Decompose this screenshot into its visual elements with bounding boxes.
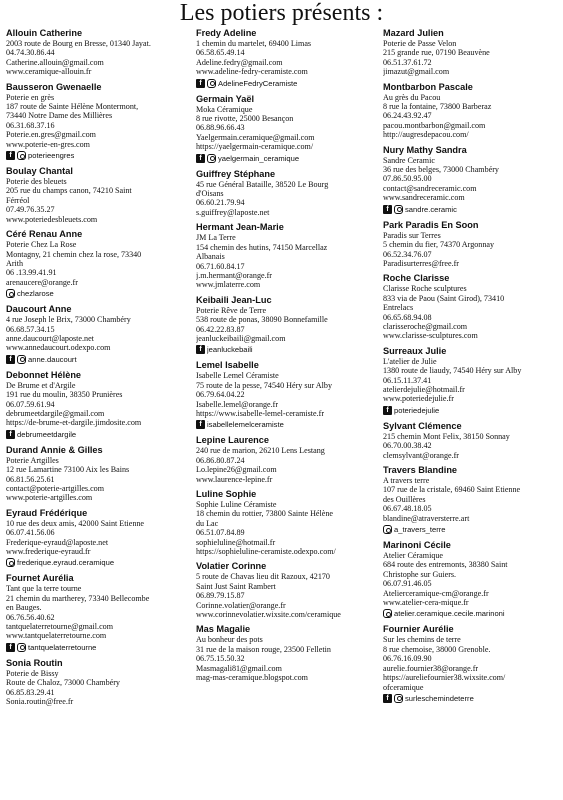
contact-link[interactable]: Lo.lepine26@gmail.com [196,465,277,475]
potter-name: Sylvant Clémence [383,420,462,431]
instagram-icon[interactable] [207,79,216,88]
info-line: 215 chemin Mont Felix, 38150 Sonnay [383,431,510,441]
contact-link[interactable]: Masmagali81@gmail.com [196,663,282,673]
potter-name: Mazard Julien [383,28,444,38]
social-row [383,693,559,704]
contact-link[interactable]: www.poteriedesbleuets.com [6,214,98,224]
social-row [6,354,182,365]
potter-entry [6,82,182,161]
potter-entry [196,561,372,619]
contact-link[interactable]: mag-mas-ceramique.blogspot.com [196,673,308,683]
potter-entry [196,222,372,289]
info-line: Sophie Luline Céramiste [196,500,277,509]
contact-link[interactable]: Paradisurterres@free.fr [383,258,459,268]
contact-link[interactable]: www.atelier-cera-mique.fr [383,598,469,608]
info-line: du Lac [196,518,219,528]
potter-entry [6,28,182,77]
instagram-icon[interactable] [383,609,392,618]
instagram-icon[interactable] [17,355,26,364]
column-3 [383,28,559,709]
social-handle[interactable]: yaelgermain_ceramique [218,153,300,163]
contact-link[interactable]: j.m.hermant@orange.fr [196,270,272,280]
info-line: 06.76.16.09.90 [383,654,432,664]
info-line: 07.86.50.95.00 [383,174,432,184]
potter-name: Keibaili Jean-Luc [196,294,272,305]
info-line: 06.85.83.29.41 [6,687,55,697]
info-line: 833 via de Paou (Saint Girod), 73410 [383,293,505,303]
instagram-icon[interactable] [6,558,15,567]
contact-link[interactable]: blandine@atraversterre.art [383,513,470,523]
info-line: 06.75.15.50.32 [196,654,245,664]
facebook-icon[interactable]: f [6,430,15,439]
potter-name: Montbarbon Pascale [383,81,473,92]
potter-name: Marinoni Cécile [383,540,451,551]
social-row [383,608,559,619]
contact-link[interactable]: www.corinnevolatier.wixsite.com/ceramique [196,610,341,620]
info-line: 06.86.80.87.24 [196,455,245,465]
social-row [196,153,372,164]
info-line: 06.65.68.94.08 [383,312,432,322]
info-line: 8 rue la fontaine, 73800 Barberaz [383,102,492,112]
potter-name: Fournet Aurélia [6,573,74,584]
facebook-icon[interactable]: f [6,355,15,364]
info-line: Férréol [6,195,30,205]
contact-link[interactable]: www.sandreceramic.com [383,193,465,203]
contact-link[interactable]: https://aureliefournier38.wixsite.com/ [383,673,506,683]
info-line: 06.24.43.92.47 [383,111,432,121]
potter-name: Céré Renau Anne [6,229,83,240]
info-line: 06.68.57.34.15 [6,324,55,334]
info-line: L'atelier de Julie [383,356,437,366]
contact-link[interactable]: www.adeline-fedry-ceramiste.com [196,67,308,77]
contact-link[interactable]: anne.daucourt@laposte.net [6,333,94,343]
info-line: 5 route de Chavas lieu dit Razoux, 42170 [196,572,330,582]
info-line: 06.31.68.37.16 [6,120,55,130]
info-line: 36 rue des belges, 73000 Chambéry [383,165,499,175]
potter-name: Durand Annie & Gilles [6,444,103,455]
info-line: 06.67.48.18.05 [383,504,432,514]
contact-link[interactable]: www.laurence-lepine.fr [196,474,273,484]
info-line: Christophe sur Guiers. [383,569,457,579]
info-line: Poterie des bleuets [6,177,67,187]
info-line: 06.07.91.46.05 [383,579,432,589]
contact-link[interactable]: arenaucere@orange.fr [6,277,78,287]
potter-name: Mas Magalie [196,624,251,635]
contact-link[interactable]: atelierdejulie@hotmail.fr [383,384,465,394]
info-line: Entrelacs [383,303,414,313]
info-line: ofceramique [383,682,424,692]
info-line: 06.79.64.04.22 [196,390,245,400]
contact-link[interactable]: https://de-brume-et-dargile.jimdosite.com [6,418,142,428]
potter-entry [6,573,182,652]
potter-entry [196,28,372,89]
contact-link[interactable]: Poterie.en.gres@gmail.com [6,130,96,140]
potter-entry [6,445,182,503]
potter-entry [6,508,182,569]
potter-name: Sonia Routin [6,657,63,668]
social-row [6,150,182,161]
potter-entry [383,624,559,703]
contact-link[interactable]: Corinne.volatier@orange.fr [196,600,286,610]
info-line: Sandre Ceramic [383,155,435,165]
info-line: Poterie Rêve de Terre [196,305,267,315]
info-line: 8 rue rivotte, 25000 Besançon [196,114,294,124]
social-row [196,78,372,89]
social-handle[interactable]: poterieengres [28,151,75,161]
social-handle[interactable]: atelier.ceramique.cecile.marinoni [394,609,505,619]
contact-link[interactable]: contact@sandreceramic.com [383,183,477,193]
info-line: 1 chemin du martelet, 69400 Limas [196,39,312,48]
social-handle[interactable]: chezlarose [17,289,54,299]
social-row [196,419,372,430]
potter-name: Luline Sophie [196,489,257,499]
info-line: 06.58.65.49.14 [196,48,245,58]
instagram-icon[interactable] [6,289,15,298]
info-line: 06.51.37.61.72 [383,57,432,67]
potter-name: Allouin Catherine [6,28,83,38]
contact-link[interactable]: www.jmlaterre.com [196,280,261,290]
contact-link[interactable]: Adeline.fedry@gmail.com [196,57,283,67]
info-line: Moka Céramique [196,104,253,114]
info-line: 21 chemin du martherey, 73340 Bellecombe [6,593,150,603]
facebook-icon[interactable]: f [6,151,15,160]
potter-name: Travers Blandine [383,465,458,475]
social-handle[interactable]: a_travers_terre [394,525,446,535]
info-line: A travers terre [383,476,430,485]
info-line: 06.51.07.84.89 [196,528,245,538]
facebook-icon[interactable]: f [6,643,15,652]
social-handle[interactable]: jeanluckebaili [207,345,253,355]
social-row [6,288,182,299]
info-line: Tant que la terre tourne [6,584,82,594]
social-handle[interactable]: frederique.eyraud.ceramique [17,558,115,568]
contact-link[interactable]: sophieluline@hotmail.fr [196,537,276,547]
contact-link[interactable]: clarisseroche@gmail.com [383,321,468,331]
info-line: 06.76.56.40.62 [6,612,55,622]
info-line: 06.71.60.84.17 [196,261,245,271]
social-handle[interactable]: isabellelemelceramiste [207,420,284,430]
potter-entry [6,304,182,365]
potter-name: Daucourt Anne [6,304,72,315]
potter-entry [383,145,559,215]
contact-link[interactable]: clemsylvant@orange.fr [383,450,459,460]
info-line: 5 chemin du fier, 74370 Argonnay [383,240,495,250]
info-line: 4 rue Joseph le Brix, 73000 Chambéry [6,315,131,325]
contact-link[interactable]: Yaelgermain.ceramique@gmail.com [196,132,315,142]
info-line: 06.07.41.56.06 [6,528,55,538]
info-line: 8 rue chemoise, 38000 Grenoble. [383,644,491,654]
instagram-icon[interactable] [17,151,26,160]
info-line: 06.70.00.38.42 [383,441,432,451]
info-line: 06.42.22.83.87 [196,324,245,334]
contact-link[interactable]: www.clarisse-sculptures.com [383,331,478,341]
instagram-icon[interactable] [394,694,403,703]
info-line: 45 rue Général Bataille, 38520 Le Bourg [196,179,329,189]
potter-entry [6,229,182,299]
contact-link[interactable]: Isabelle.lemel@orange.fr [196,399,279,409]
contact-link[interactable]: pacou.montbarbon@gmail.com [383,120,486,130]
info-line: Poterie en grès [6,92,55,102]
info-line: Clarisse Roche sculptures [383,284,467,294]
potter-entry [196,435,372,484]
potter-name: Bausseron Gwenaelle [6,81,102,92]
info-line: Poterie de Passe Velon [383,39,457,48]
info-line: 205 rue du champs canon, 74210 Saint [6,186,132,196]
social-row [6,429,182,440]
potter-name: Hermant Jean-Marie [196,222,284,233]
info-line: Poterie Chez La Rose [6,240,77,250]
contact-link[interactable]: www.tantquelaterretourne.com [6,631,107,641]
contact-link[interactable]: www.ceramique-allouin.fr [6,67,92,77]
info-line: 215 grande rue, 07190 Beauvène [383,48,490,58]
column-2 [196,28,372,688]
info-line: 06.07.59.61.94 [6,399,55,409]
potter-name: Guiffrey Stéphane [196,168,276,179]
facebook-icon[interactable]: f [196,79,205,88]
facebook-icon[interactable]: f [383,694,392,703]
instagram-icon[interactable] [17,643,26,652]
info-line: Montagny, 21 chemin chez la rose, 73340 [6,249,142,259]
info-line: Albanais [196,252,225,262]
info-line: Isabelle Lemel Céramiste [196,371,279,381]
facebook-icon[interactable]: f [196,154,205,163]
social-handle[interactable]: debrumeetdargile [17,429,77,439]
info-line: Poterie de Bissy [6,668,59,678]
contact-link[interactable]: www.annedaucourt.odexpo.com [6,343,111,353]
contact-link[interactable]: www.poterie-en-gres.com [6,139,90,149]
potter-name: Fredy Adeline [196,28,257,38]
info-line: 07.49.76.35.27 [6,205,55,215]
potter-entry [383,346,559,416]
potter-name: Roche Clarisse [383,273,450,284]
info-line: Poterie Artgilles [6,455,59,465]
contact-link[interactable]: www.poteriedejulie.fr [383,394,454,404]
info-line: 75 route de la pesse, 74540 Héry sur Alby [196,380,332,390]
potter-entry [383,28,559,77]
info-line: Au grès du Pacou [383,92,441,102]
contact-link[interactable]: jimazut@gmail.com [383,67,450,77]
info-line: JM La Terre [196,233,236,243]
potter-entry [383,540,559,619]
info-line: 187 route de Sainte Hélène Montermont, [6,102,139,112]
potter-entry [196,94,372,164]
potter-entry [383,273,559,340]
info-line: 31 rue de la maison rouge, 23500 Felletin [196,644,331,654]
contact-link[interactable]: tantquelaterretourne@gmail.com [6,622,114,632]
contact-link[interactable]: https://www.isabelle-lemel-ceramiste.fr [196,408,325,418]
info-line: Paradis sur Terres [383,230,441,240]
potter-entry [383,421,559,460]
contact-link[interactable]: debrumeetdargile@gmail.com [6,408,105,418]
info-line: 12 rue Lamartine 73100 Aix les Bains [6,465,130,475]
page-title: Les potiers présents : [179,0,384,26]
potter-entry [383,82,559,140]
info-line: 684 route des entremonts, 38380 Saint [383,560,508,570]
info-line: 191 rue du moulin, 38350 Prunières [6,390,123,400]
info-line: d'Oisans [196,189,224,199]
contact-link[interactable]: s.guiffrey@laposte.net [196,207,270,217]
social-row [196,344,372,355]
info-line: 10 rue des deux amis, 42000 Saint Etienne [6,518,145,528]
facebook-icon[interactable]: f [383,406,392,415]
info-line: 73440 Notre Dame des Millières [6,111,113,121]
info-line: 06.60.21.79.94 [196,198,245,208]
potter-name: Debonnet Hélène [6,369,82,380]
social-handle[interactable]: surleschemindeterre [405,693,474,703]
contact-link[interactable]: www.frederique-eyraud.fr [6,547,91,557]
info-line: Arith [6,258,24,268]
potter-name: Lemel Isabelle [196,360,259,371]
info-line: De Brume et d'Argile [6,380,76,390]
facebook-icon[interactable]: f [196,345,205,354]
potter-entry [196,489,372,556]
info-line: 06.88.96.66.43 [196,123,245,133]
potter-name: Boulay Chantal [6,166,73,177]
social-row [383,204,559,215]
instagram-icon[interactable] [383,525,392,534]
info-line: Au bonheur des pots [196,635,263,645]
info-line: 154 chemin des hutins, 74150 Marcellaz [196,242,328,252]
potter-name: Germain Yaël [196,93,255,104]
potter-name: Lepine Laurence [196,435,270,446]
info-line: en Bauges. [6,603,42,613]
contact-link[interactable]: contact@poterie-artgilles.com [6,484,105,493]
contact-link[interactable]: Frederique-eyraud@laposte.net [6,537,109,547]
social-row [6,642,182,653]
contact-link[interactable]: http://augresdepacou.com/ [383,130,469,140]
potter-entry [383,220,559,269]
potter-name: Nury Mathy Sandra [383,144,467,155]
potter-name: Surreaux Julie [383,345,447,356]
contact-link[interactable]: aurelie.fournier38@orange.fr [383,663,479,673]
facebook-icon[interactable]: f [196,420,205,429]
contact-link[interactable]: Sonia.routin@free.fr [6,697,74,707]
contact-link[interactable]: jeanluckeibaili@gmail.com [196,333,286,343]
social-handle[interactable]: poteriedejulie [394,405,440,415]
info-line: 06.15.11.37.41 [383,375,432,385]
info-line: 107 rue de la cristale, 69460 Saint Etienne [383,485,521,495]
info-line: 1380 route de liaudy, 74540 Héry sur Alby [383,366,522,376]
info-line: 538 route de ponas, 38090 Bonnefamille [196,315,328,325]
info-line: des Ouillères [383,494,426,504]
info-line: Sur les chemins de terre [383,635,461,645]
info-line: 06.52.34.76.07 [383,249,432,259]
potter-entry [6,166,182,224]
contact-link[interactable]: Atelierceramique-cm@orange.fr [383,588,489,598]
info-line: 06 .13.99.41.91 [6,268,57,278]
social-handle[interactable]: sandre.ceramic [405,204,457,214]
potter-entry [6,370,182,440]
potter-entry [196,295,372,356]
potter-name: Park Paradis En Soon [383,219,479,230]
instagram-icon[interactable] [394,205,403,214]
contact-link[interactable]: www.poterie-artgilles.com [6,493,93,503]
info-line: Route de Chaloz, 73000 Chambéry [6,678,120,688]
potter-entry [196,360,372,430]
contact-link[interactable]: https://yaelgermain-ceramique.com/ [196,142,314,152]
potter-entry [383,465,559,535]
instagram-icon[interactable] [207,154,216,163]
info-line: Atelier Céramique [383,551,444,561]
contact-link[interactable]: https://sophieluline-ceramiste.odexpo.com/ [196,547,336,557]
potter-entry [6,658,182,707]
info-line: 240 rue de marion, 26210 Lens Lestang [196,446,325,456]
info-line: 18 chemin du rottier, 73800 Sainte Hélène [196,509,334,519]
info-line: 04.74.30.86.44 [6,48,55,58]
social-row [6,557,182,568]
potter-entry [196,624,372,682]
info-line: 06.89.79.15.87 [196,591,245,601]
potter-entry [196,169,372,218]
social-row [383,524,559,535]
contact-link[interactable]: Catherine.allouin@gmail.com [6,57,104,67]
info-line: 2003 route de Bourg en Bresse, 01340 Jayat. [6,39,151,48]
potter-name: Eyraud Frédérique [6,507,88,518]
potter-name: Fournier Aurélie [383,624,454,635]
potter-name: Volatier Corinne [196,561,267,572]
social-row [383,405,559,416]
facebook-icon[interactable]: f [383,205,392,214]
social-handle[interactable]: anne.daucourt [28,354,77,364]
info-line: 06.81.56.25.61 [6,474,55,484]
column-1 [6,28,182,712]
social-handle[interactable]: tantquelaterretourne [28,642,97,652]
social-handle[interactable]: AdelineFedryCeramiste [218,78,298,88]
info-line: Saint Just Saint Rambert [196,581,276,591]
